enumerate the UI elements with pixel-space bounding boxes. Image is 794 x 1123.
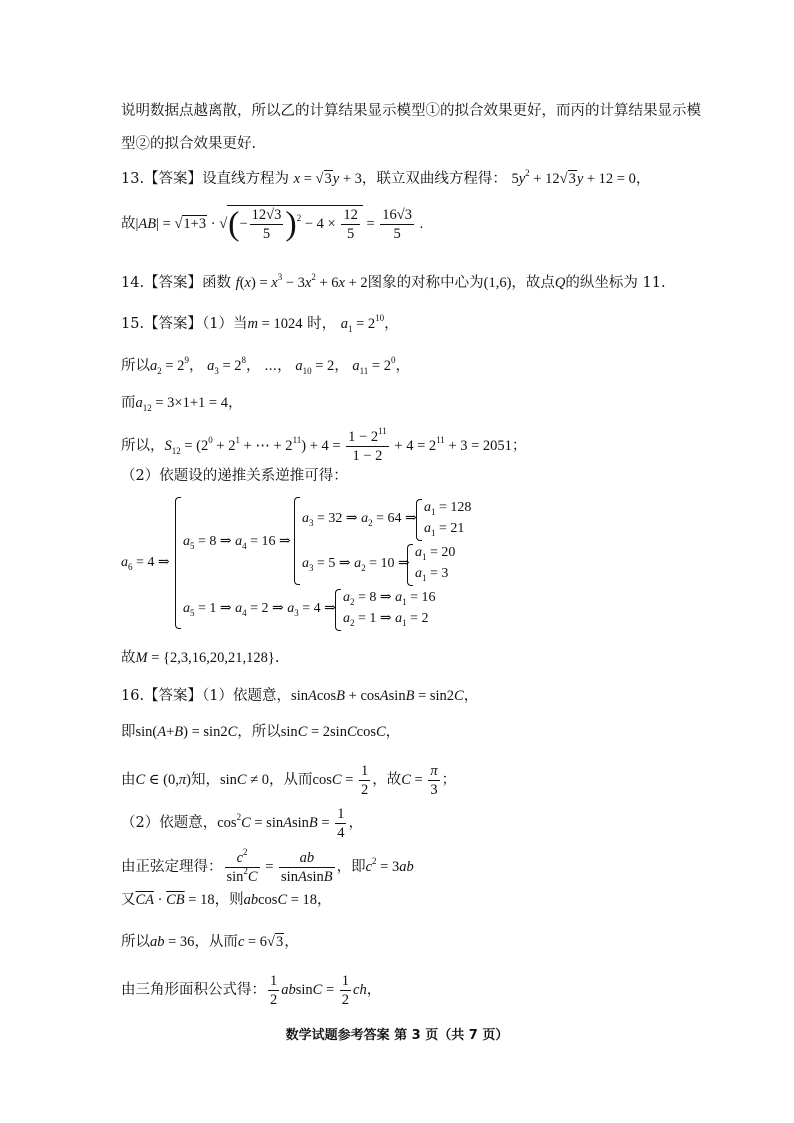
answer-15-conclusion: 故M = {2,3,16,20,21,128}. xyxy=(121,650,280,666)
answer-16-label: 16.【答案】 xyxy=(121,688,203,704)
answer-16-ji: 即 xyxy=(121,724,136,740)
answer-16-conger: ，从而 xyxy=(269,771,313,788)
answer-16-zhengxian: 由正弦定理得： xyxy=(121,858,223,875)
answer-14-text-2: 图象的对称中心为 xyxy=(367,275,484,291)
answer-15-part1: （1）当 xyxy=(202,316,248,332)
answer-16-part1: （1）依题意， xyxy=(202,688,292,704)
answer-16-congerc: ，从而 xyxy=(194,934,238,950)
answer-13-label: 13.【答案】 xyxy=(121,171,203,187)
answer-16-part2: （2）依题意， xyxy=(121,814,218,831)
answer-15-gu: 故 xyxy=(121,650,136,666)
ab-result: $\frac{16√3}{5}$ xyxy=(382,207,412,242)
answer-14-label: 14.【答案】 xyxy=(121,275,203,291)
answer-16-sanjiao: 由三角形面积公式得： xyxy=(121,981,266,998)
answer-15-line-4: 所以，$S_{12} = (2^0 + 2^1$ + ⋯ + $2^{11}) + 4$ = $\frac{1 - 2^{11}}{1 - 2}$ + $4 = 2^{11} + 3 = 2051$； xyxy=(121,426,527,464)
answer-15-suoyi: 所以 xyxy=(121,358,150,374)
answer-13-line-1: 13.【答案】设直线方程为 x = √3y + 3，联立双曲线方程得： $5y^2 + 12√3y + 12 = 0$， xyxy=(121,168,651,187)
page-footer: 数学试题参考答案 第 3 页（共 7 页） xyxy=(285,1028,509,1043)
answer-16-line-3: 由C ∈ (0,π)知，sinC ≠ 0，从而cosC = $\frac{1}{2}$ ，故C = $\frac{\pi}{3}$ ； xyxy=(121,763,457,798)
answer-15-line-3: 而$a_{12} = 3\times 1+1 = 4$， xyxy=(121,395,243,413)
answer-14-text-3: ，故点 xyxy=(511,275,555,291)
answer-14-text: 函数 xyxy=(202,275,232,291)
answer-15-line-1: 15.【答案】（1）当m = 1024 时， $a_1 = 2^{10}$， xyxy=(121,313,399,334)
answer-16-suoyi2: 所以 xyxy=(121,934,150,950)
answer-16-line-1: 16.【答案】（1）依题意，sinAcosB + cosAsinB = sin2C， xyxy=(121,688,479,704)
function-expression: $f(x) = x^3 - 3x^2 + 6x + 2$ xyxy=(235,272,368,291)
answer-16-you: 由 xyxy=(121,771,136,788)
answer-15-er: 而 xyxy=(121,395,136,411)
answer-16-ji2: ，即 xyxy=(336,858,366,875)
answer-13-gu: 故 xyxy=(121,215,136,232)
answer-16-line-8: 由三角形面积公式得： $\frac{1}{2}$ absinC = $\frac{1}{2}$ ch， xyxy=(121,973,382,1008)
answer-15-label: 15.【答案】 xyxy=(121,316,203,332)
para-12-line-2: 型②的拟合效果更好. xyxy=(121,136,257,152)
para-12-line-1: 说明数据点越离散，所以乙的计算结果显示模型①的拟合效果更好，而丙的计算结果显示模 xyxy=(121,103,701,119)
answer-13-line-2: 故|AB| = √1+3 · √(− $\frac{12√3}{5}$ )$^2$ − 4 × $\frac{12}{5}$ = $\frac{16√3}{5}$ . xyxy=(121,205,424,243)
answer-15-part2: （2）依题设的递推关系逆推可得： xyxy=(121,468,348,484)
answer-16-zhi: 知， xyxy=(190,771,220,788)
answer-13-text: 设直线方程为 xyxy=(202,171,290,187)
answer-16-line-4: （2）依题意，$\cos^2C$ = sinAsinB = $\frac{1}{4}$ ， xyxy=(121,806,363,841)
answer-15-suoyi2: 所以， xyxy=(121,437,165,454)
line-equation: x xyxy=(293,171,301,187)
answer-14-text-4: 的纵坐标为 11. xyxy=(565,275,666,291)
answer-16-suoyi: ，所以 xyxy=(237,724,281,740)
answer-16-line-2: 即sin(A+B) = sin2C，所以sinC = 2sinCcosC， xyxy=(121,724,401,740)
answer-15-line-2: 所以$a_2 = 2^9$， $a_3 = 2^8$， ⋯， $a_{10} = 2$， $a_{11} = 2^0$， xyxy=(121,355,410,376)
answer-14: 14.【答案】函数 $f(x) = x^3 - 3x^2 + 6x + 2$图象的对称中心为(1,6)，故点Q的纵坐标为 11. xyxy=(121,272,666,291)
answer-16-line-5: 由正弦定理得： $\frac{c^2}{\sin^2C}$ = $\frac{ab}{\text{sinAsinB}}$ ，即$c^2 = 3ab$ xyxy=(121,847,414,885)
answer-16-line-7: 所以ab = 36，从而c = 6√3， xyxy=(121,934,299,950)
answer-16-gu: ，故 xyxy=(372,771,402,788)
answer-13-text-2: ，联立双曲线方程得： xyxy=(361,171,507,187)
answer-16-ze: ，则 xyxy=(214,892,244,908)
answer-16-you2: 又 xyxy=(121,892,136,908)
quadratic-equation: $5y^2 + 12√3y + 12 = 0$ xyxy=(511,168,636,187)
symmetry-center: (1,6) xyxy=(483,275,512,291)
answer-16-line-6: 又$\overline{CA} \cdot \overline{CB} = 18$，则abcosC = 18， xyxy=(121,892,332,908)
